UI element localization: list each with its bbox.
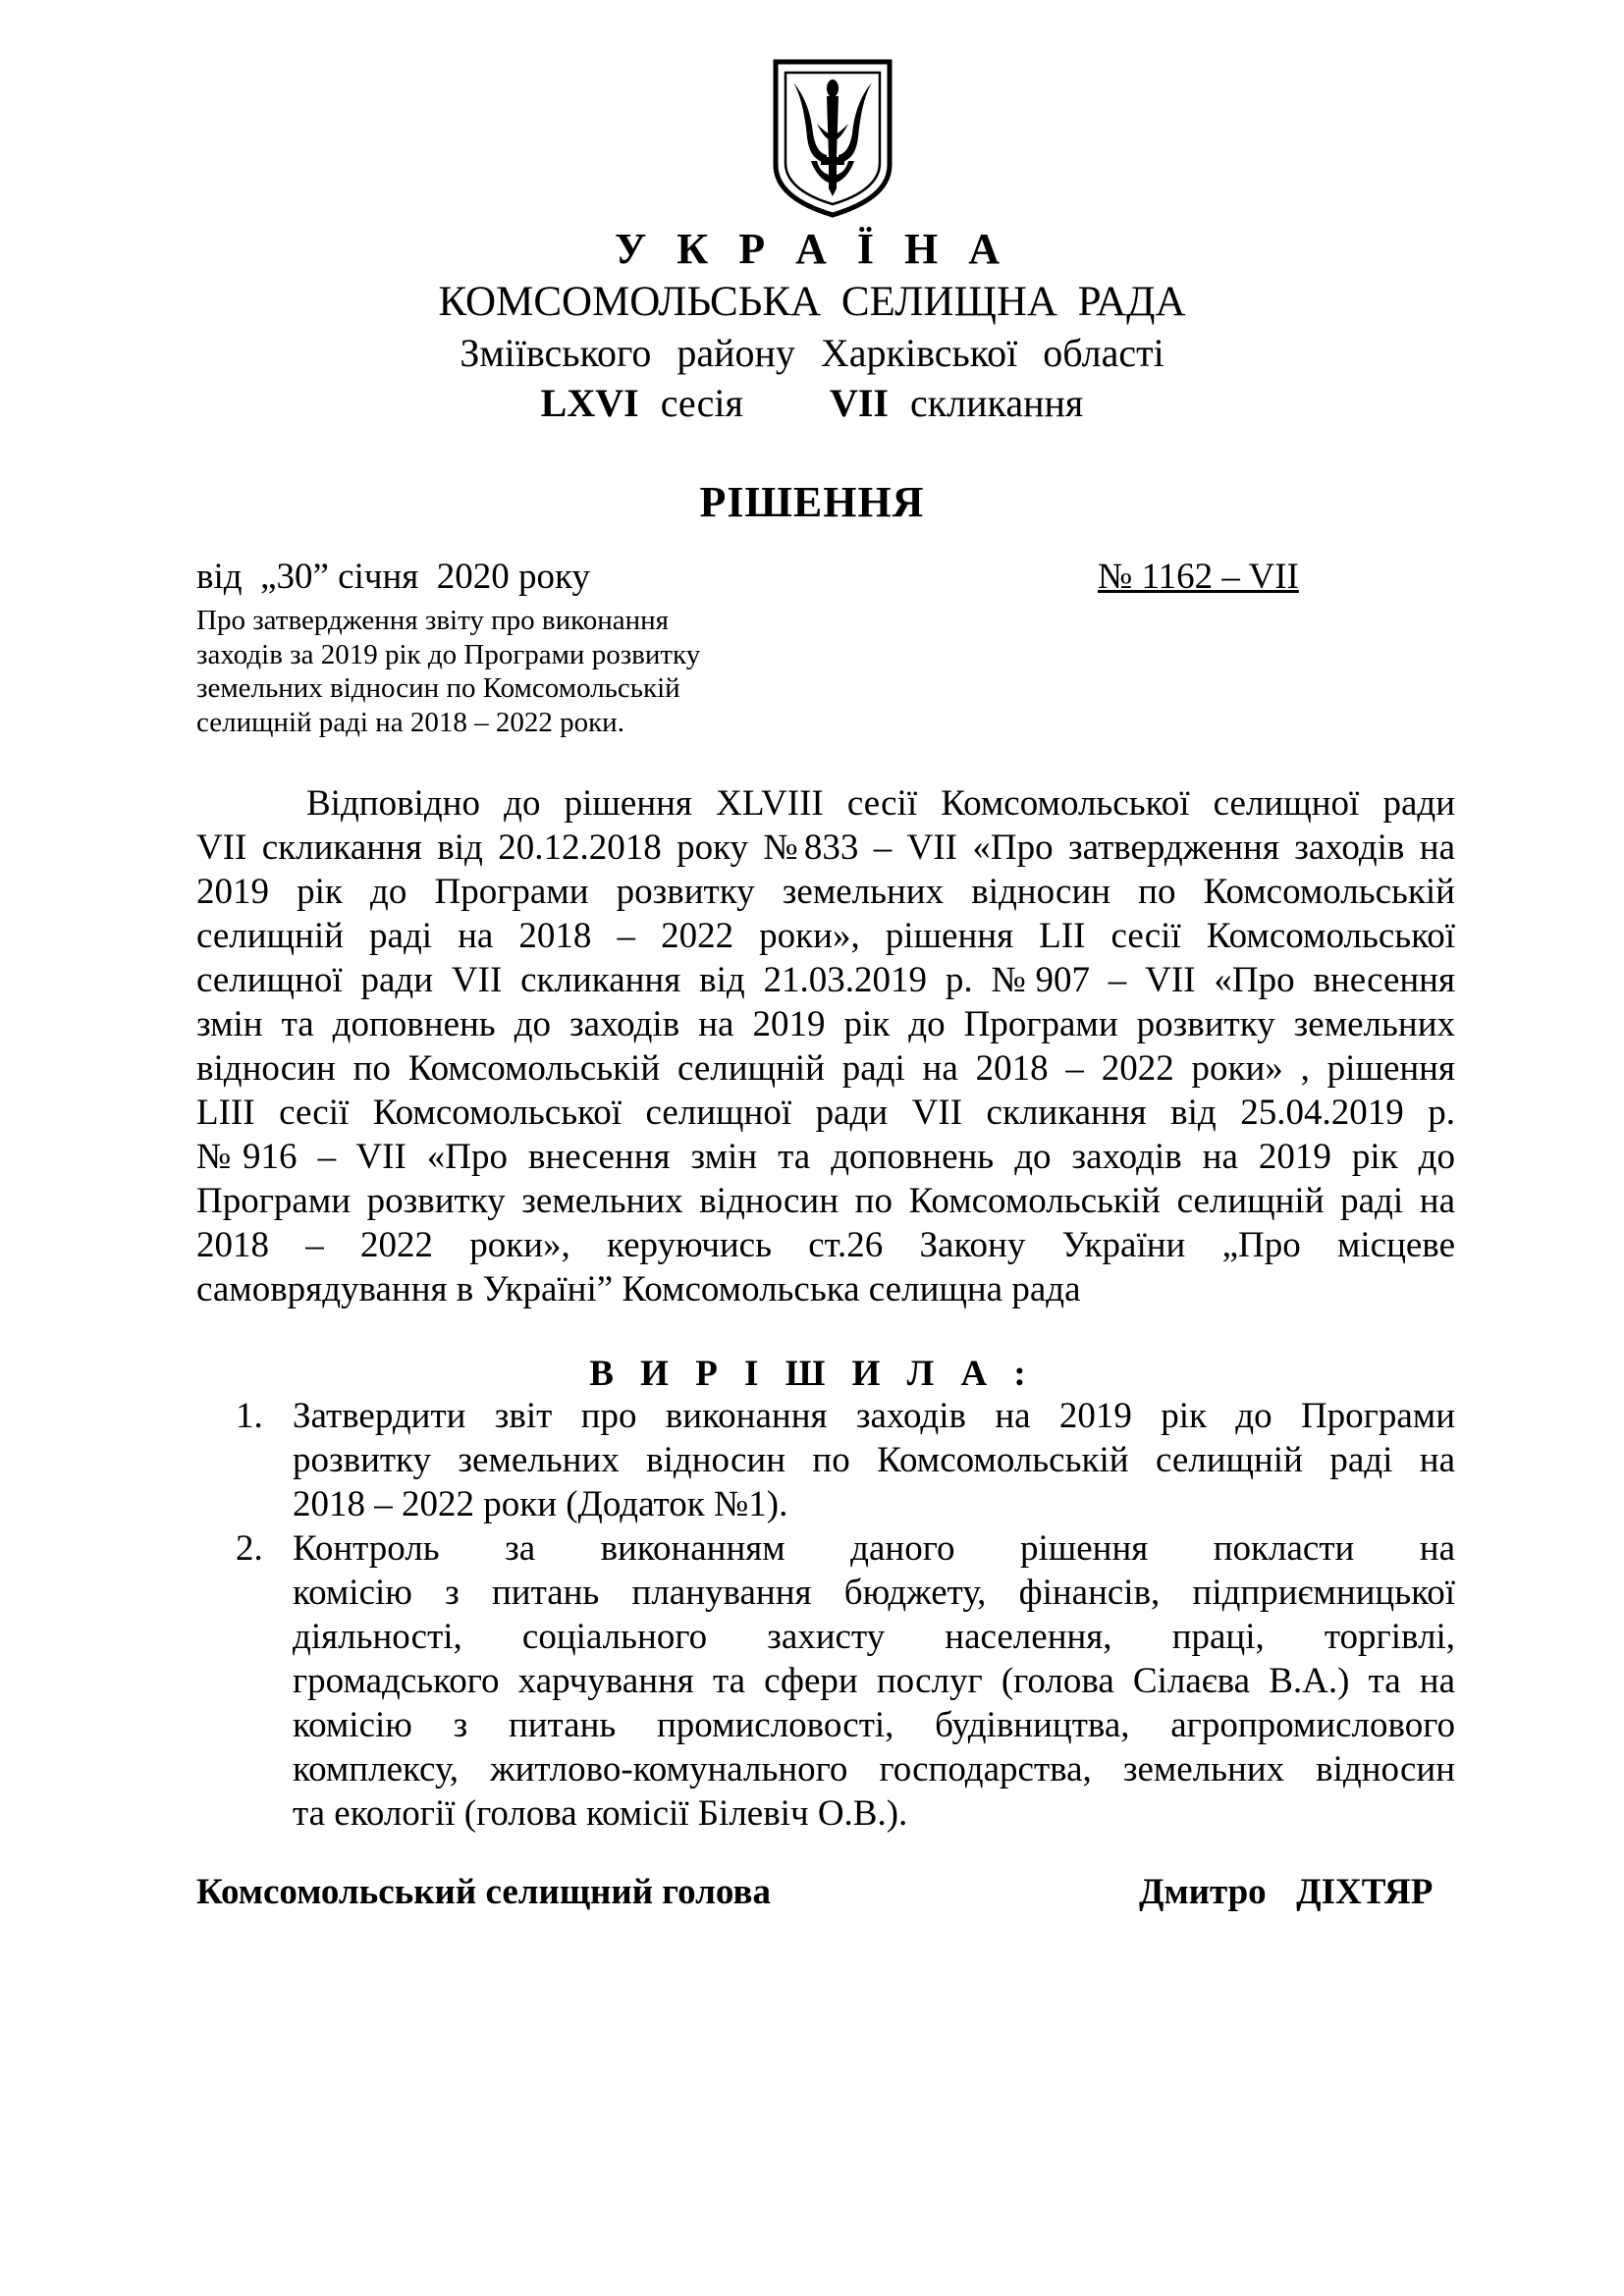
preamble-line: Програми розвитку земельних відносин по Комсомольській селищній раді на: [196, 1181, 1455, 1221]
subject-line: земельних відносин по Комсомольській: [196, 672, 680, 704]
preamble-line: Відповідно до рішення XLVIII сесії Комсомольської селищної ради: [306, 783, 1455, 824]
decision-subject: [196, 604, 700, 739]
item-line: громадського харчування та сфери послуг (голова Сілаєва В.А.) та на: [293, 1661, 1455, 1701]
signature-name: Дмитро ДІХТЯР: [1139, 1872, 1434, 1912]
country-title: У К Р А Ї Н А: [615, 225, 1009, 273]
item-line: комісію з питань планування бюджету, фінансів, підприємницької: [293, 1573, 1455, 1613]
session-number: LXVI: [540, 381, 639, 425]
item-line: та екології (голова комісії Білевіч О.В.).: [293, 1793, 908, 1834]
resolution-item: [236, 1526, 1455, 1836]
item-line: розвитку земельних відносин по Комсомольській селищній раді на: [293, 1440, 1455, 1480]
preamble-line: селищної ради VII скликання від 21.03.2019 р. №907 – VII «Про внесення: [196, 960, 1455, 1000]
item-line: 2018 – 2022 роки (Додаток №1).: [293, 1484, 788, 1524]
item-number: 1.: [236, 1396, 263, 1436]
convocation-number: VII: [829, 381, 889, 425]
coat-of-arms-icon: [772, 59, 893, 218]
decision-number: № 1162 – VII: [1098, 557, 1299, 597]
session-line: [0, 380, 1624, 426]
preamble-line: 2019 рік до Програми розвитку земельних відносин по Комсомольській: [196, 872, 1455, 912]
preamble-line: змін та доповнень до заходів на 2019 рік до Програми розвитку земельних: [196, 1004, 1455, 1044]
preamble-line: VII скликання від 20.12.2018 року №833 – VII «Про затвердження заходів на: [196, 828, 1455, 868]
subject-line: Про затвердження звіту про виконання: [196, 605, 669, 636]
item-line: комісію з питань промисловості, будівництва, агропромислового: [293, 1705, 1455, 1745]
item-line: комплексу, житлово-комунального господарства, земельних відносин: [293, 1749, 1455, 1789]
resolution-items: [236, 1394, 1455, 1836]
subject-line: заходів за 2019 рік до Програми розвитку: [196, 638, 701, 670]
preamble-line: 2018 – 2022 роки», керуючись ст.26 Закону України „Про місцеве: [196, 1225, 1455, 1265]
subject-line: селищній раді на 2018 – 2022 роки.: [196, 706, 624, 738]
decision-date: від „30” січня 2020 року: [196, 557, 591, 597]
item-line: діяльності, соціального захисту населення, праці, торгівлі,: [293, 1617, 1455, 1657]
preamble-line: селищній раді на 2018 – 2022 роки», рішення LII сесії Комсомольської: [196, 916, 1455, 956]
signature-title: Комсомольський селищний голова: [196, 1872, 771, 1912]
preamble-line: самоврядування в Україні” Комсомольська селищна рада: [196, 1269, 1081, 1309]
preamble-paragraph: [196, 781, 1455, 1311]
item-line: Контроль за виконанням даного рішення покласти на: [293, 1528, 1455, 1569]
district-line: Зміївського району Харківської області: [460, 331, 1164, 375]
preamble-line: №916 – VII «Про внесення змін та доповнень до заходів на 2019 рік до: [196, 1137, 1455, 1177]
council-name: КОМСОМОЛЬСЬКА СЕЛИЩНА РАДА: [438, 279, 1186, 325]
convocation-word: скликання: [909, 381, 1084, 425]
item-line: Затвердити звіт про виконання заходів на 2019 рік до Програми: [293, 1396, 1455, 1436]
preamble-line: LIII сесії Комсомольської селищної ради VII скликання від 25.04.2019 р.: [196, 1093, 1455, 1133]
preamble-line: відносин по Комсомольській селищній раді на 2018 – 2022 роки» , рішення: [196, 1048, 1455, 1089]
resolved-heading: В И Р І Ш И Л А :: [589, 1354, 1035, 1394]
decision-title: РІШЕННЯ: [699, 478, 925, 526]
item-number: 2.: [236, 1528, 263, 1569]
resolution-item: [236, 1394, 1455, 1526]
session-word: сесія: [660, 381, 743, 425]
